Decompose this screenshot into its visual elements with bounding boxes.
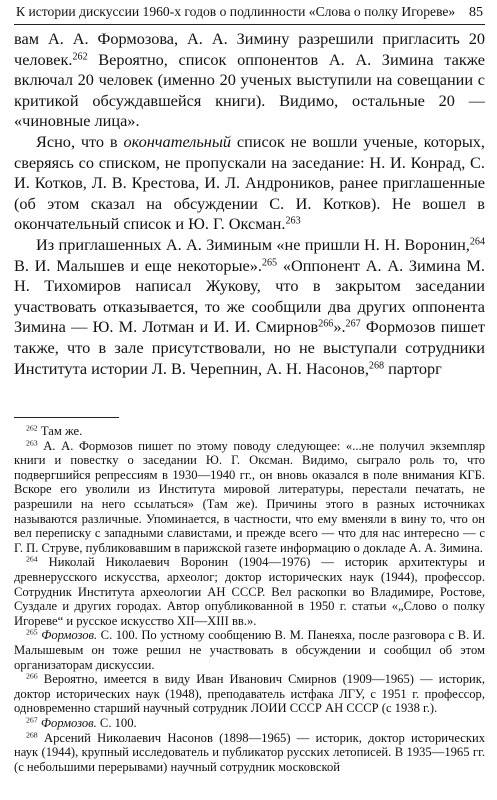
footnote-ref[interactable]: 263 — [285, 215, 301, 227]
paragraph: Ясно, что в окончательный список не вошли ученые, которых, сверяясь со списком, не пропускали на заседание: Н. И. Конрад, С. И. Котков, Л. В. Крестова, И. Л. Андроников, ранее приглашенные (об этом сказал на обсуждении С. И. Котков). Не вошел в окончательный список и Ю. Г. Оксман.$^{263}$ — [14, 131, 486, 234]
footnote: $^{266}$ Вероятно, имеется в виду Иван Иванович Смирнов (1909—1965) — историк, доктор исторических наук (1948), преподаватель истфака ЛГУ, с 1951 г. профессор, одновременно старший научный сотрудник ЛОИИ СССР АН СССР (с 1938 г.). — [14, 671, 485, 716]
footnote: $^{267}$ Формозов. С. 100. — [26, 715, 137, 730]
footnote-author: Формозов. — [41, 628, 98, 643]
footnote-separator — [14, 417, 119, 418]
running-title: К истории дискуссии 1960-х годов о подлинности «Слова о полку Игореве» — [16, 4, 456, 19]
main-text — [14, 29, 485, 379]
paragraph: вам А. А. Формозова, А. А. Зимину разрешили пригласить 20 человек.$^{262}$ Вероятно, список оппонентов А. А. Зимина также включал 20 человек (именно 20 ученых выступили на совещании с критикой обсуждавшейся книги). Видимо, остальные 20 — «чиновные лица». — [14, 29, 485, 131]
footnote-number: 263 — [26, 438, 38, 448]
emphasis: окончательный — [123, 131, 232, 151]
footnote: $^{264}$ Николай Николаевич Воронин (1904—1976) — историк архитектуры и древнерусского искусства, археолог; доктор исторических наук (1944), профессор. Сотрудник Института археологии АН СССР. Вел раскопки во Владимире, Ростове, Суздале и других городах. Автор опубликованной в 1950 г. статьи «„Слово о полку Игореве“ и русское искусство XII—XIII вв.». — [14, 555, 485, 628]
page-number: 85 — [469, 5, 483, 20]
footnote: $^{268}$ Арсений Николаевич Насонов (1898—1965) — историк, доктор исторических наук (1944), крупный исследователь и публикатор русских летописей. В 1935—1965 гг. (с небольшими перерывами) научный сотрудник московской — [14, 730, 485, 774]
paragraph: Из приглашенных А. А. Зиминым «не пришли Н. Н. Воронин,$^{264}$ В. И. Малышев и еще некоторые».$^{265}$ «Оппонент А. А. Зимина М. Н. Тихомиров написал Жукову, что в закрытом заседании участвовать отказывается, то же сообщили два других оппонента Зимина — Ю. М. Лотман и И. И. Смирнов$^{266}$».$^{267}$ Формозов пишет также, что в зале присутствовали, но не выступали сотрудники Института истории Л. В. Черепнин, А. Н. Насонов,$^{268}$ парторг — [14, 234, 485, 378]
footnote-number: 262 — [26, 423, 38, 433]
footnote-ref[interactable]: 267 — [345, 318, 361, 330]
footnote: $^{263}$ А. А. Формозов пишет по этому поводу следующее: «...не получил экземпляр книги и повестку о заседании Ю. Г. Оксман. Видимо, сыграло роль то, что подвергшийся репрессиям в 1930—1940 гг., он вновь оказался в поле внимания КГБ. Вскоре его уволили из Института мировой литературы, перестали печатать, не разрешили на него ссылаться» (Там же). Причины этого в разных источниках называются различные. Упоминается, в частности, что ему вменяли в вину то, что он вел переписку с западными славистами, и прежде всего — что для нас интересно — с Г. П. Струве, публиковавшим в парижской газете информацию о докладе А. А. Зимина. — [14, 438, 485, 555]
footnote: $^{262}$ Там же. — [26, 423, 83, 439]
footnote-number: 268 — [26, 730, 38, 740]
footnote-author: Формозов. — [40, 715, 97, 730]
footnote-ref[interactable]: 265 — [261, 256, 278, 268]
footnote-number: 267 — [26, 715, 38, 725]
footnote-ref[interactable]: 266 — [318, 318, 334, 330]
footnotes — [14, 424, 485, 774]
footnote-number: 264 — [26, 555, 38, 565]
footnote-ref[interactable]: 262 — [72, 51, 88, 63]
running-header — [14, 2, 485, 25]
footnote-ref[interactable]: 268 — [368, 359, 385, 371]
footnote: $^{265}$ Формозов. С. 100. По устному сообщению В. М. Панеяха, после разговора с В. И. Малышевым он тоже решил не участвовать в обсуждении и сообщил об этом организаторам дискуссии. — [14, 628, 485, 672]
footnote-ref[interactable]: 264 — [469, 236, 485, 248]
footnote-number: 266 — [26, 671, 38, 681]
footnote-number: 265 — [26, 628, 38, 638]
